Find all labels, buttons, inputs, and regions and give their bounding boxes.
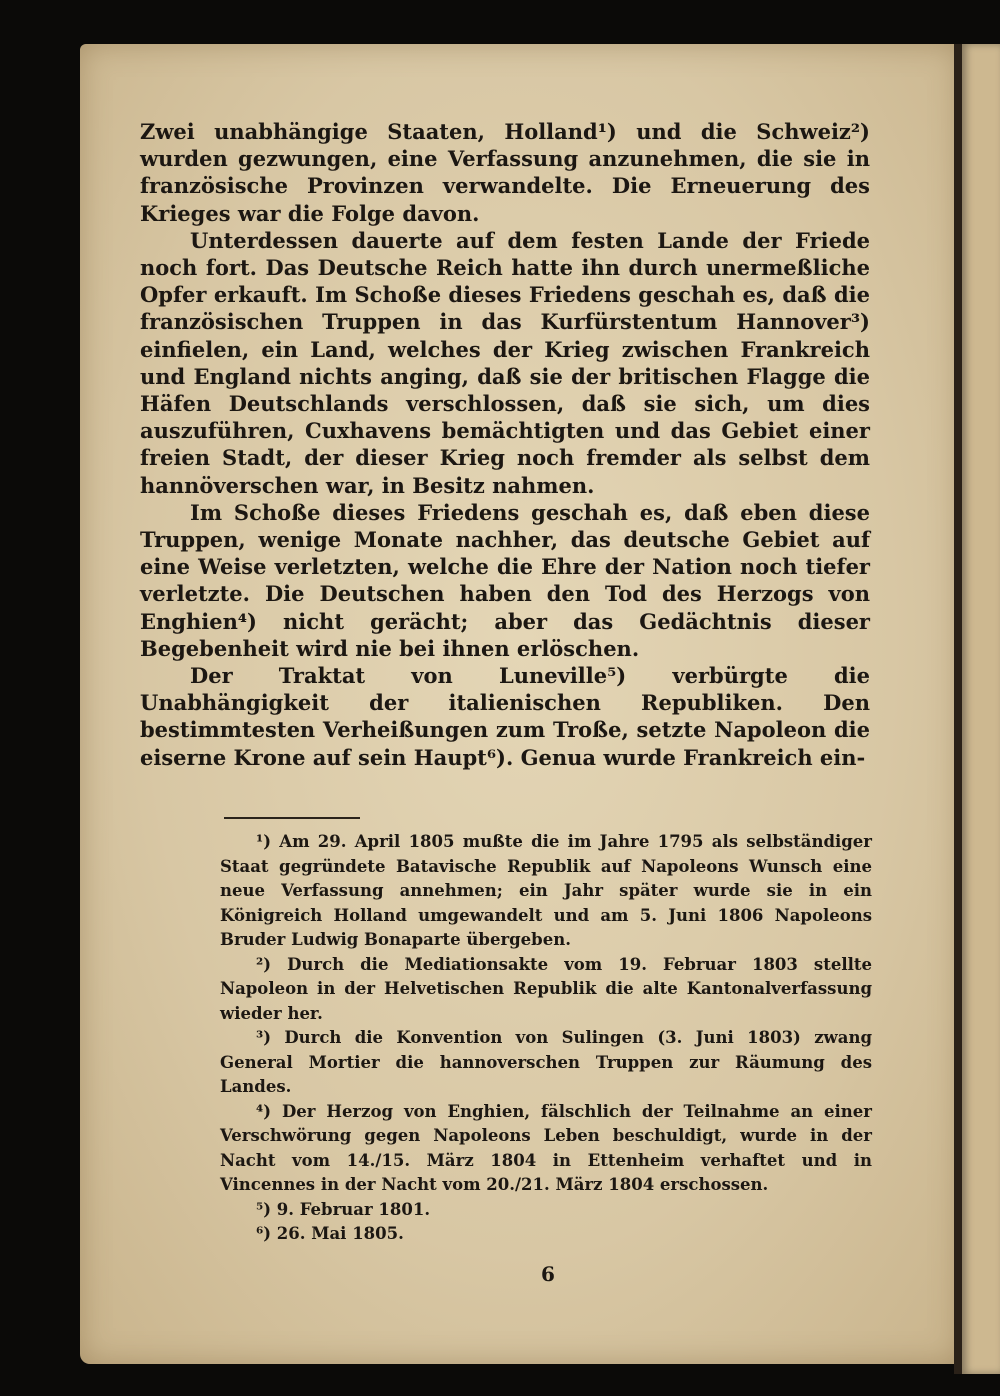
footnote: ²) Durch die Mediationsakte vom 19. Februar 1803 stellte Napoleon in der Helvetischen Republik die alte Kantonalverfassung wieder her. — [220, 954, 872, 1023]
page-number: 6 — [541, 1262, 555, 1286]
footnote: ⁵) 9. Februar 1801. — [256, 1199, 431, 1219]
footnote: ³) Durch die Konvention von Sulingen (3. Juni 1803) zwang General Mortier die hannoverschen Truppen zur Räumung des Landes. — [220, 1028, 872, 1096]
paragraph: Im Schoße dieses Friedens geschah es, daß eben diese Truppen, wenige Monate nachher, das deutsche Gebiet auf eine Weise verletzten, welche die Ehre der Nation noch tiefer verletzte. Die Deutschen haben den Tod des Herzogs von Enghien⁴) nicht gerächt; aber das Gedächtnis dieser Begebenheit wird nie bei ihnen erlöschen. — [140, 499, 870, 661]
footnote: ⁶) 26. Mai 1805. — [256, 1224, 404, 1243]
next-page-edge — [962, 44, 1000, 1374]
footnote: ⁴) Der Herzog von Enghien, fälschlich der Teilnahme an einer Verschwörung gegen Napoleons Leben beschuldigt, wurde in der Nacht vom 14./15. März 1804 in Ettenheim verhaftet und in Vincennes in der Nacht vom 20./21. März 1804 erschossen. — [220, 1101, 872, 1194]
footnote: ¹) Am 29. April 1805 mußte die im Jahre 1795 als selbständiger Staat gegründete Batavische Republik auf Napoleons Wunsch eine neue Verfassung annehmen; ein Jahr später wurde sie in ein Königreich Holland umgewandelt und am 5. Juni 1806 Napoleons Bruder Ludwig Bonaparte übergeben. — [220, 832, 872, 949]
main-text — [140, 118, 870, 771]
footnotes — [220, 830, 872, 1247]
paragraph: Zwei unabhängige Staaten, Holland¹) und die Schweiz²) wurden gezwungen, eine Verfassung anzunehmen, die sie in französische Provinzen verwandelte. Die Erneuerung des Krieges war die Folge davon. — [140, 119, 870, 226]
paragraph: Unterdessen dauerte auf dem festen Lande der Friede noch fort. Das Deutsche Reich hatte ihn durch unermeßliche Opfer erkauft. Im Schoße dieses Friedens geschah es, daß die französischen Truppen in das Kurfürstentum Hannover³) einfielen, ein Land, welches der Krieg zwischen Frankreich und England nichts anging, daß sie der britischen Flagge die Häfen Deutschlands verschlossen, daß sie sich, um dies auszuführen, Cuxhavens bemächtigten und das Gebiet einer freien Stadt, der dieser Krieg noch fremder als selbst dem hannöverschen war, in Besitz nahmen. — [140, 227, 870, 498]
paragraph: Der Traktat von Luneville⁵) verbürgte die Unabhängigkeit der italienischen Republiken. Den bestimmtesten Verheißungen zum Troße, setzte Napoleon die eiserne Krone auf sein Haupt⁶). Genua wurde Frankreich ein- — [140, 663, 870, 770]
footnote-separator — [224, 817, 360, 819]
